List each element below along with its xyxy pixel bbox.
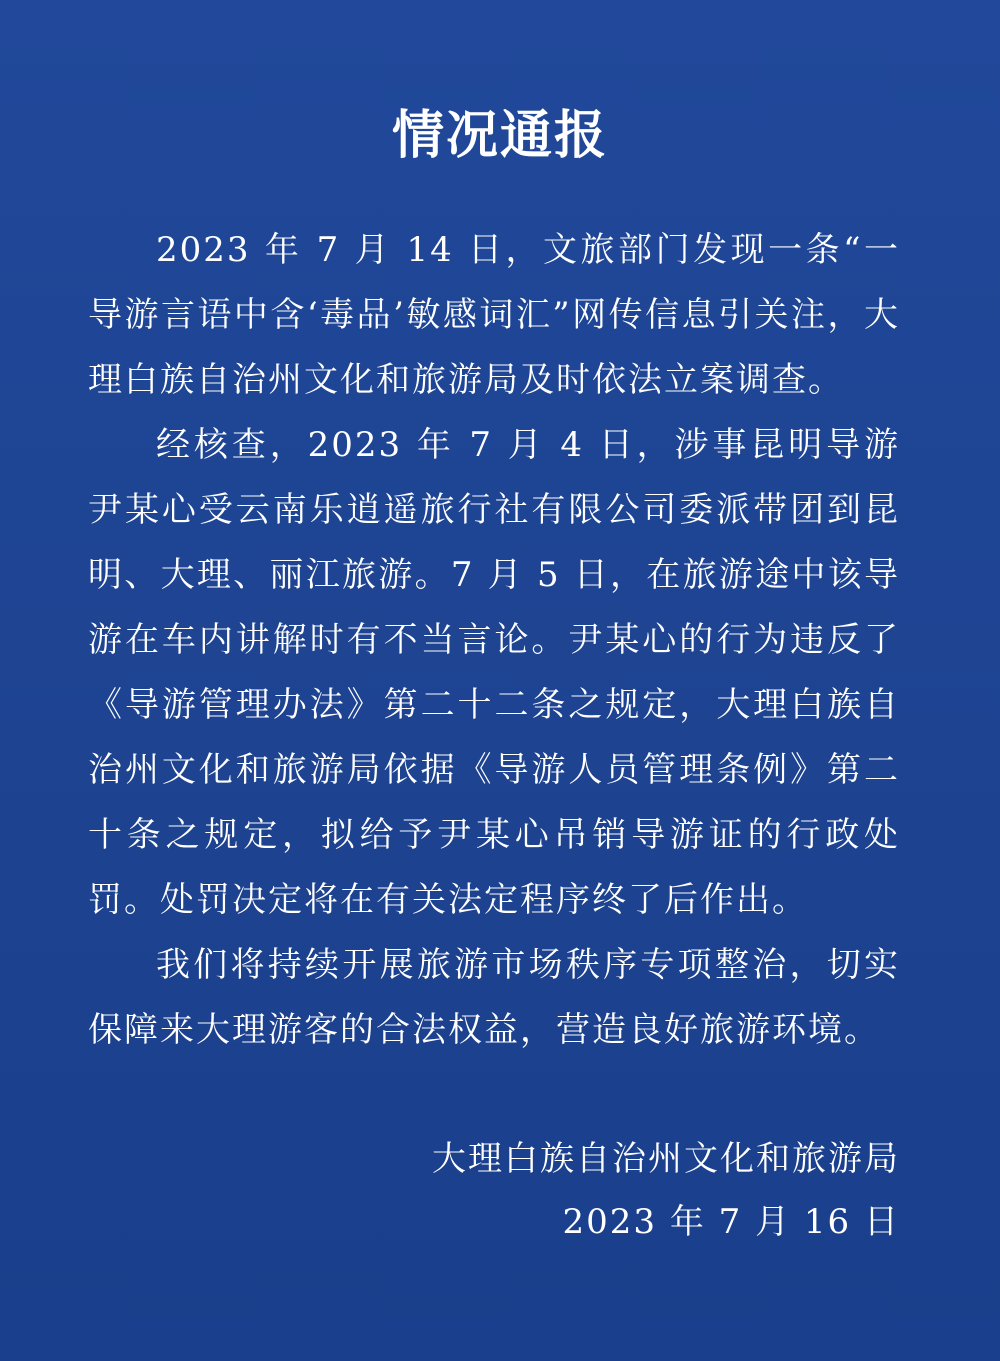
paragraph-2: 经核查，2023 年 7 月 4 日，涉事昆明导游尹某心受云南乐逍遥旅行社有限公司委派带团到昆明、大理、丽江旅游。7 月 5 日，在旅游途中该导游在车内讲解时有不当言论。尹某心的行为违反了《导游管理办法》第二十二条之规定，大理白族自治州文化和旅游局依据《导游人员管理条例》第二十条之规定，拟给予尹某心吊销导游证的行政处罚。处罚决定将在有关法定程序终了后作出。 bbox=[88, 425, 900, 920]
notice-body bbox=[88, 218, 900, 1063]
signature-organization: 大理白族自治州文化和旅游局 bbox=[432, 1139, 900, 1179]
notice-title: 情况通报 bbox=[391, 106, 608, 166]
signature-date: 2023 年 7 月 16 日 bbox=[562, 1202, 900, 1242]
signature-block bbox=[432, 1128, 900, 1254]
paragraph-1: 2023 年 7 月 14 日，文旅部门发现一条“一导游言语中含‘毒品’敏感词汇”网传信息引关注，大理白族自治州文化和旅游局及时依法立案调查。 bbox=[88, 230, 900, 400]
paragraph-3: 我们将持续开展旅游市场秩序专项整治，切实保障来大理游客的合法权益，营造良好旅游环境。 bbox=[88, 945, 900, 1050]
